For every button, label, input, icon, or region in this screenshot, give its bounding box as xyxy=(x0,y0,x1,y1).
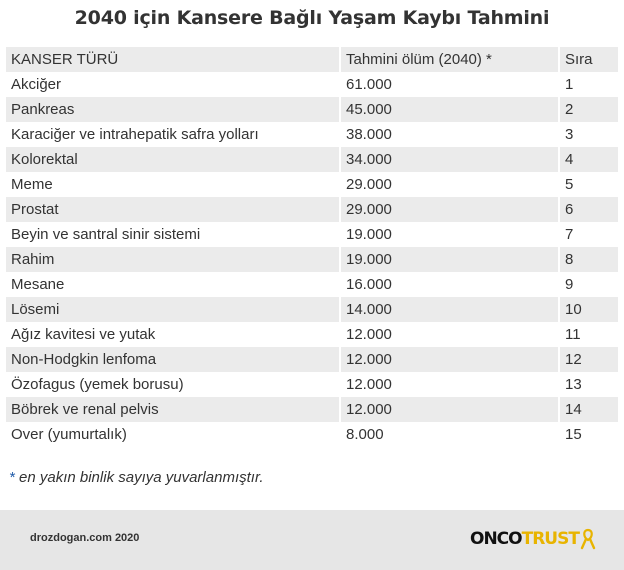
column-header-rank: Sıra xyxy=(559,47,618,72)
cell-rank: 5 xyxy=(565,176,574,193)
table-row xyxy=(6,422,618,447)
cell-cancer-type: Prostat xyxy=(6,197,340,222)
cell-deaths: 16.000 xyxy=(340,272,559,297)
cell-rank: 14 xyxy=(559,397,618,422)
cell-rank: 7 xyxy=(565,226,574,243)
cell-rank: 6 xyxy=(559,197,618,222)
cell-rank: 2 xyxy=(559,97,618,122)
column-header-cancer-type: KANSER TÜRÜ xyxy=(6,47,340,72)
footnote-text: en yakın binlik sayıya yuvarlanmıştır. xyxy=(14,469,264,486)
table-row xyxy=(6,247,618,272)
cell-deaths: 38.000 xyxy=(340,122,559,147)
footer-bar xyxy=(0,510,624,570)
footnote xyxy=(9,469,264,486)
cell-cancer-type: Non-Hodgkin lenfoma xyxy=(6,347,340,372)
cell-cancer-type: Mesane xyxy=(6,272,340,297)
cell-rank: 10 xyxy=(559,297,618,322)
cell-rank: 12 xyxy=(559,347,618,372)
cell-deaths: 34.000 xyxy=(340,147,559,172)
cell-rank: 8 xyxy=(559,247,618,272)
cell-rank: 4 xyxy=(559,147,618,172)
cell-deaths: 19.000 xyxy=(340,222,559,247)
cell-cancer-type: Karaciğer ve intrahepatik safra yolları xyxy=(6,122,340,147)
source-credit: drozdogan.com 2020 xyxy=(30,532,140,544)
table-row xyxy=(6,397,618,422)
table-row xyxy=(6,97,618,122)
data-table xyxy=(6,47,618,447)
table-row xyxy=(6,322,618,347)
table-row xyxy=(6,272,618,297)
oncotrust-logo xyxy=(470,527,596,551)
table-row xyxy=(6,297,618,322)
table-row xyxy=(6,372,618,397)
cell-rank: 13 xyxy=(565,376,582,393)
footnote-marker: * xyxy=(9,469,15,486)
cell-cancer-type: Kolorektal xyxy=(6,147,340,172)
cell-deaths: 61.000 xyxy=(340,72,559,97)
cell-deaths: 19.000 xyxy=(340,247,559,272)
cell-cancer-type: Beyin ve santral sinir sistemi xyxy=(6,222,340,247)
table-row xyxy=(6,222,618,247)
cell-cancer-type: Akciğer xyxy=(6,72,340,97)
cell-deaths: 12.000 xyxy=(340,347,559,372)
logo-text-onco: ONCO xyxy=(470,529,522,549)
cell-cancer-type: Lösemi xyxy=(6,297,340,322)
cell-deaths: 29.000 xyxy=(340,197,559,222)
cell-cancer-type: Over (yumurtalık) xyxy=(6,422,340,447)
cell-cancer-type: Ağız kavitesi ve yutak xyxy=(6,322,340,347)
cell-deaths: 12.000 xyxy=(340,322,559,347)
cell-rank: 11 xyxy=(565,326,581,343)
cell-cancer-type: Pankreas xyxy=(6,97,340,122)
table-row xyxy=(6,72,618,97)
table-row xyxy=(6,147,618,172)
cell-deaths: 12.000 xyxy=(340,397,559,422)
logo-text-trust: TRUST xyxy=(521,529,579,549)
cell-cancer-type: Rahim xyxy=(6,247,340,272)
logo-ribbon-icon xyxy=(580,528,596,550)
cell-deaths: 8.000 xyxy=(340,422,559,447)
cell-rank: 1 xyxy=(565,76,574,93)
chart-title: 2040 için Kansere Bağlı Yaşam Kaybı Tahmini xyxy=(74,7,550,29)
column-header-deaths: Tahmini ölüm (2040) * xyxy=(340,47,559,72)
cell-rank: 15 xyxy=(565,426,582,443)
cell-deaths: 29.000 xyxy=(340,172,559,197)
cell-deaths: 45.000 xyxy=(340,97,559,122)
cell-deaths: 12.000 xyxy=(340,372,559,397)
cell-deaths: 14.000 xyxy=(340,297,559,322)
cell-cancer-type: Özofagus (yemek borusu) xyxy=(6,372,340,397)
table-header-row xyxy=(6,47,618,72)
table-row xyxy=(6,122,618,147)
table-row xyxy=(6,197,618,222)
cell-rank: 3 xyxy=(565,126,574,143)
cell-cancer-type: Böbrek ve renal pelvis xyxy=(6,397,340,422)
table-row xyxy=(6,172,618,197)
table-body xyxy=(6,72,618,447)
cell-rank: 9 xyxy=(565,276,574,293)
table-row xyxy=(6,347,618,372)
cell-cancer-type: Meme xyxy=(6,172,340,197)
